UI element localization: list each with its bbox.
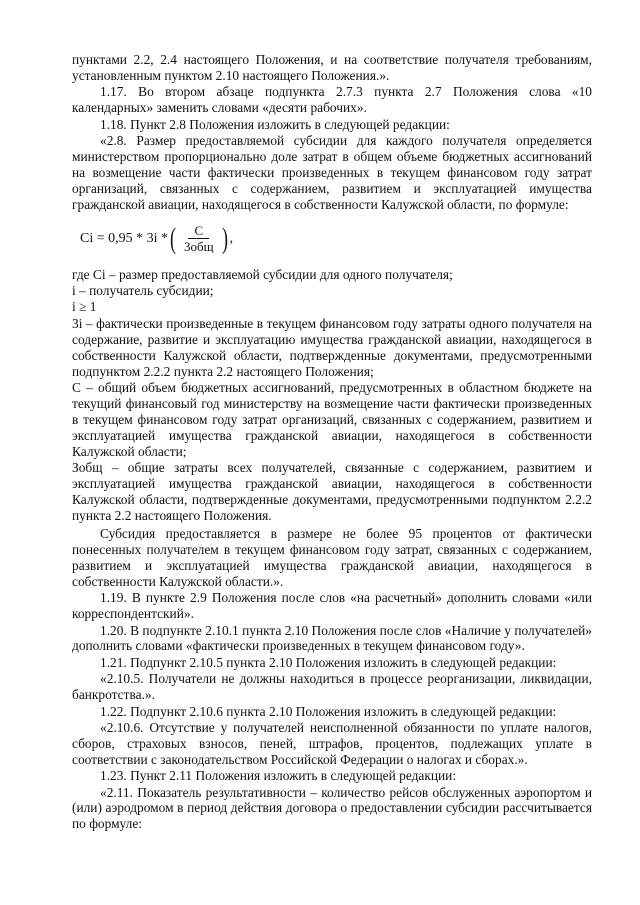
paragraph: 1.22. Подпункт 2.10.6 пункта 2.10 Положения изложить в следующей редакции: — [100, 703, 557, 719]
left-paren: ( — [170, 221, 177, 255]
paragraph: «2.10.5. Получатели не должны находиться в процессе реорганизации, ликвидации, банкротства.». — [72, 671, 592, 703]
paragraphs-top — [72, 52, 592, 213]
definition-line: где Ci – размер предоставляемой субсидии для одного получателя; — [72, 266, 453, 282]
paragraph: 1.20. В подпункте 2.10.1 пункта 2.10 Положения после слов «Наличие у получателей» дополнить словами «фактически произведенных в текущем финансовом году». — [72, 622, 592, 654]
formula-lhs: Ci = 0,95 * 3i * — [80, 230, 169, 246]
paragraph: пунктами 2.2, 2.4 настоящего Положения, и на соответствие получателя требованиям, установленным пунктом 2.10 настоящего Положения.». — [72, 52, 592, 83]
definition-line: i ≥ 1 — [72, 299, 97, 315]
formula-denominator: 3общ — [184, 239, 214, 255]
formula-fraction — [180, 223, 218, 254]
definition-line: С – общий объем бюджетных ассигнований, предусмотренных в областном бюджете на текущий финансовый год министерству на возмещение части фактически произведенных в текущем финансовом году затрат организаций, связанных с содержанием, развитием и эксплуатацией имущества гражданской авиации, находящегося в собственности Калужской области; — [72, 379, 592, 459]
paragraph: «2.8. Размер предоставляемой субсидии для каждого получателя определяется министерством пропорционально доле затрат в общем объеме бюджетных ассигнований на возмещение части фактически произведенных в текущем финансовом году затрат организаций, связанных с содержанием, развитием и эксплуатацией имущества гражданской авиации, находящегося в собственности Калужской области, по формуле: — [72, 133, 592, 212]
paragraph: 1.21. Подпункт 2.10.5 пункта 2.10 Положения изложить в следующей редакции: — [100, 654, 557, 670]
right-paren: ) — [221, 221, 228, 255]
paragraph: Субсидия предоставляется в размере не более 95 процентов от фактически понесенных получателем в текущем финансовом году затрат, связанных с содержанием, развитием и эксплуатацией имущества гражданской авиации, находящегося в собственности Калужской области.». — [72, 526, 592, 589]
paragraph: 1.18. Пункт 2.8 Положения изложить в следующей редакции: — [100, 116, 450, 132]
definition-line: i – получатель субсидии; — [72, 282, 214, 298]
definition-line: Зобщ – общие затраты всех получателей, связанные с содержанием, развитием и эксплуатацией имущества гражданской авиации, находящегося в собственности Калужской области, подтвержденные документами, предусмотренными подпунктом 2.2.2 пункта 2.2 настоящего Положения. — [72, 459, 592, 523]
definitions — [72, 267, 592, 524]
formula-numerator: C — [188, 223, 209, 239]
paragraphs-bottom — [72, 526, 592, 832]
paragraph: 1.23. Пункт 2.11 Положения изложить в следующей редакции: — [100, 768, 457, 784]
document-page — [72, 52, 592, 833]
formula-tail: , — [229, 230, 234, 246]
paragraph: 1.17. Во втором абзаце подпункта 2.7.3 пункта 2.7 Положения слова «10 календарных» заменить словами «десяти рабочих». — [72, 84, 592, 116]
definition-line: 3i – фактически произведенные в текущем финансовом году затраты одного получателя на содержание, развитие и эксплуатацию имущества гражданской авиации, находящегося в собственности Калужской области, подтвержденные документами, предусмотренными подпунктом 2.2.2 пункта 2.2 настоящего Положения; — [72, 315, 592, 379]
paragraph: «2.10.6. Отсутствие у получателей неисполненной обязанности по уплате налогов, сборов, страховых взносов, пеней, штрафов, процентов, подлежащих уплате в соответствии с законодательством Российской Федерации о налогах и сборах.». — [72, 719, 592, 767]
subsidy-formula — [80, 219, 592, 259]
paragraph: 1.19. В пункте 2.9 Положения после слов «на расчетный» дополнить словами «или корреспондентский». — [72, 590, 592, 622]
paragraph: «2.11. Показатель результативности – количество рейсов обслуженных аэропортом и (или) аэродромом в период действия договора о предоставлении субсидии рассчитывается по формуле: — [72, 784, 592, 832]
